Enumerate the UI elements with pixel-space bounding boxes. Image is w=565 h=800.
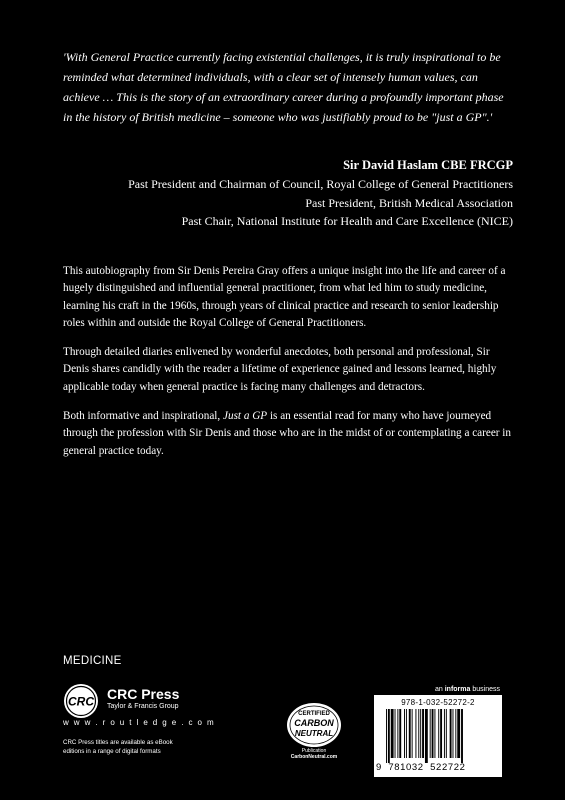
barcode-bar [457, 709, 460, 758]
isbn-number: 978-1-032-52272-2 [401, 698, 475, 707]
barcode-bar [399, 709, 401, 758]
barcode-bar [446, 709, 447, 758]
barcode-bar [412, 709, 413, 758]
barcode-bar [420, 709, 421, 758]
barcode-bar [432, 709, 434, 758]
barcode-bar [425, 709, 428, 763]
barcode-bar [388, 709, 390, 763]
svg-text:CARBON: CARBON [294, 718, 334, 728]
quote-author-role: Past President and Chairman of Council, Royal College of General Practitioners [128, 177, 513, 191]
description-paragraph: This autobiography from Sir Denis Pereira Gray offers a unique insight into the life and career of a hugely distinguished and influential general practitioner, from what led him to study medicine, learning his craft in the 1960s, through years of clinical practice and research to senior leadership roles within and outside the Royal College of General Practitioners. [63, 265, 506, 329]
barcode-bar [430, 709, 431, 758]
barcode-bar [404, 709, 405, 758]
endorsement-attribution [53, 156, 513, 231]
barcode-bar [397, 709, 398, 758]
barcode-digits: 9 781032 522722 [376, 762, 466, 773]
barcode-bar [406, 709, 407, 758]
barcode-bar [434, 709, 435, 758]
barcode-bar [438, 709, 439, 758]
ebook-availability-note: CRC Press titles are available as eBook editions in a range of digital formats [63, 739, 173, 755]
barcode-bar [444, 709, 445, 758]
quote-author: Sir David Haslam CBE FRCGP [343, 158, 513, 172]
svg-text:CERTIFIED: CERTIFIED [298, 711, 330, 717]
barcode-bar [440, 709, 442, 758]
barcode-bar [395, 709, 396, 758]
crc-press-logo-icon [63, 683, 99, 719]
barcode-bar [422, 709, 424, 758]
book-description [63, 263, 515, 472]
publisher-website: w w w . r o u t l e d g e . c o m [63, 718, 216, 727]
description-paragraph: Through detailed diaries enlivened by wonderful anecdotes, both personal and professional, Sir Denis shares candidly with the reader a lifetime of experience gained and lessons learned, highly applicable today when general practice is facing many challenges and detractors. [63, 346, 497, 393]
publisher-name: CRC Press [107, 686, 180, 702]
barcode-bar [455, 709, 456, 758]
informa-business-line: an informa business [435, 686, 500, 693]
carbon-neutral-caption: Publication CarbonNeutral.com [290, 748, 338, 760]
barcode-bar [418, 709, 419, 758]
book-title-inline: Just a GP [223, 410, 268, 423]
barcode-bar [391, 709, 394, 758]
barcode-bar [461, 709, 463, 763]
barcode-bar [409, 709, 411, 758]
barcode-bars [386, 709, 496, 763]
informa-brand: informa [444, 686, 471, 693]
subject-category: MEDICINE [63, 655, 122, 667]
isbn-barcode [374, 695, 502, 777]
quote-author-role: Past Chair, National Institute for Health and Care Excellence (NICE) [181, 214, 513, 228]
barcode-bar [453, 709, 454, 758]
endorsement-quote: 'With General Practice currently facing existential challenges, it is truly inspirational to be reminded what determined individuals, with a clear set of intensely human values, can achieve … This is the story of an extraordinary career during a profoundly important phase in the history of British medicine – someone who was justifiably proud to be "just a GP".' [63, 50, 504, 124]
svg-text:NEUTRAL: NEUTRAL [294, 729, 334, 738]
description-paragraph: Both informative and inspirational, Just a GP is an essential read for many who have journeyed through the profession with Sir Denis and those who are in the midst of or contemplating a career in general practice today. [63, 410, 512, 457]
quote-author-role: Past President, British Medical Association [305, 195, 513, 210]
svg-text:CRC: CRC [68, 694, 94, 709]
barcode-bar [386, 709, 387, 763]
barcode-bar [450, 709, 452, 758]
publisher-group: Taylor & Francis Group [107, 703, 179, 710]
barcode-bar [415, 709, 416, 758]
